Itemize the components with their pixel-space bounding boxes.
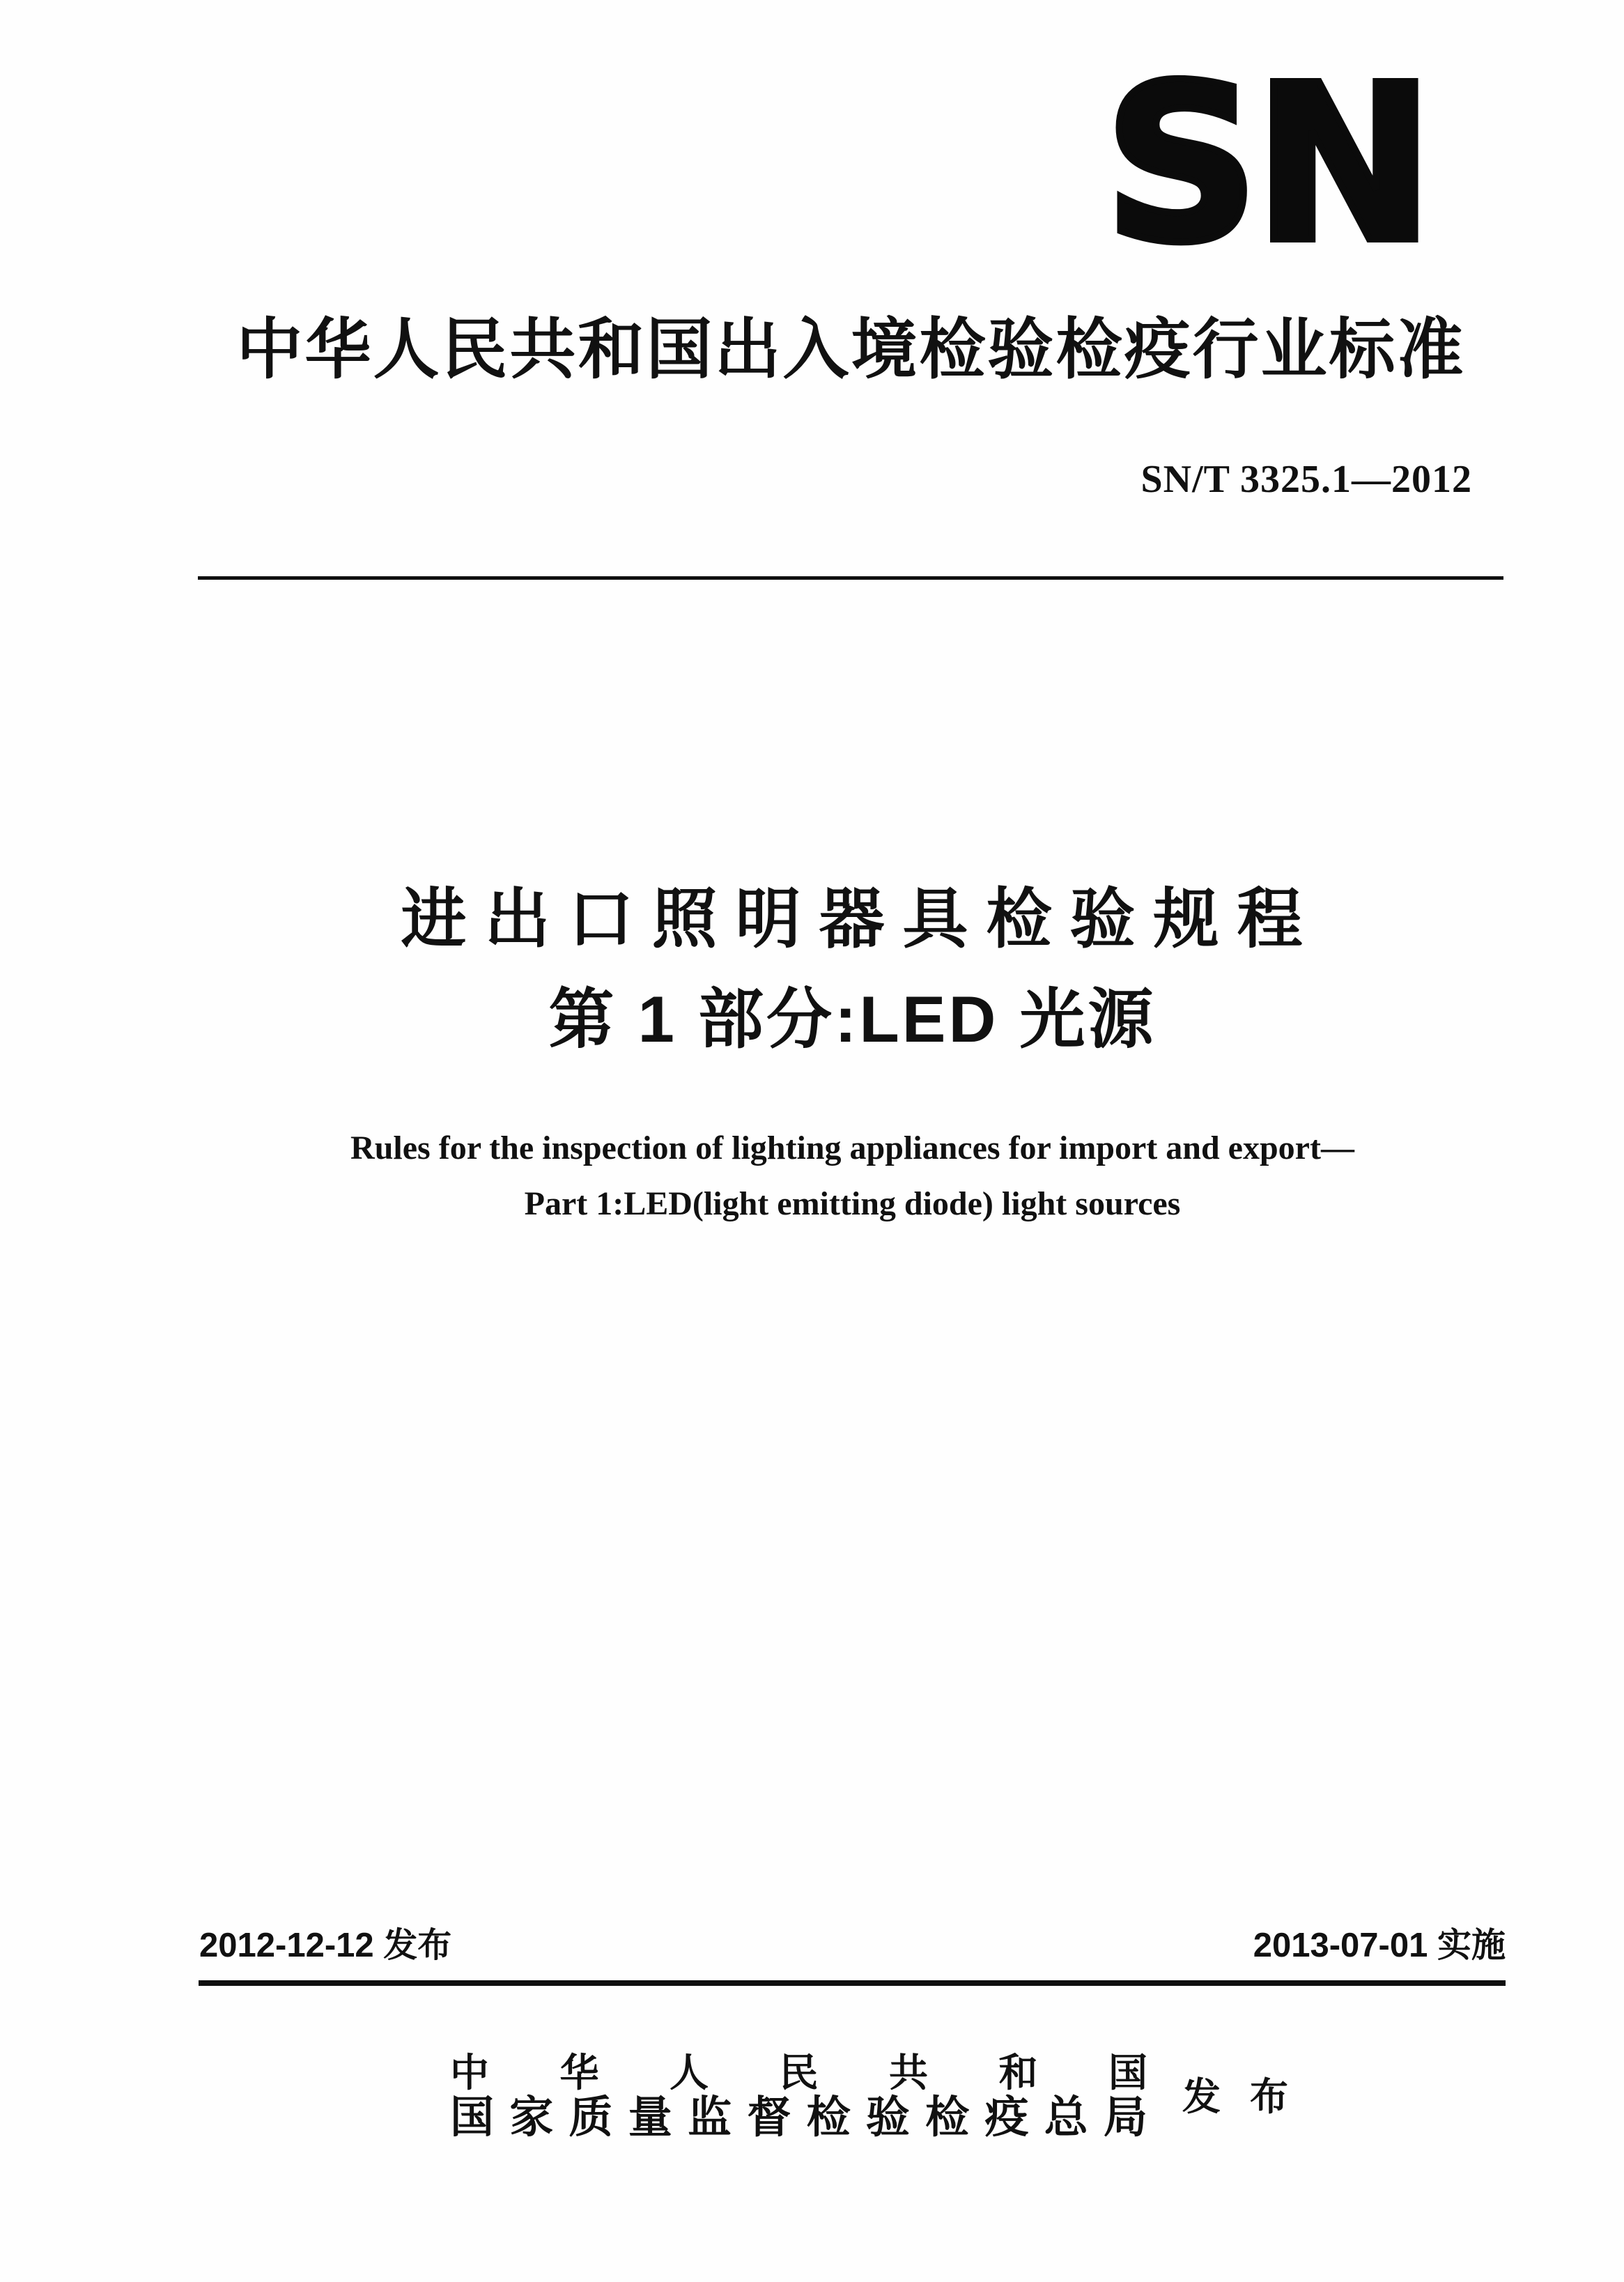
- english-title-line1: Rules for the inspection of lighting appliances for import and export—: [350, 1130, 1354, 1166]
- main-title-cn-line2: 第 1 部分:LED 光源: [548, 982, 1157, 1056]
- publisher-name-line2: 国 家 质 量 监 督 检 验 检 疫 总 局: [450, 2093, 1147, 2142]
- publisher-name-line1: 中 华 人 民 共 和 国: [450, 2052, 1147, 2095]
- implementation-date: 2013-07-01 实施: [1253, 1927, 1506, 1964]
- bottom-divider: [199, 1980, 1506, 1986]
- issue-date: 2012-12-12 发布: [199, 1927, 452, 1964]
- sn-logo: SN: [1104, 39, 1429, 291]
- standard-category-title: 中华人民共和国出入境检验检疫行业标准: [236, 313, 1466, 387]
- top-divider: [198, 576, 1503, 580]
- english-title-line2: Part 1:LED(light emitting diode) light sources: [524, 1185, 1181, 1222]
- standard-number: SN/T 3325.1—2012: [1140, 458, 1472, 501]
- publish-action-label: 发 布: [1182, 2076, 1288, 2118]
- main-title-cn-line1: 进出口照明器具检验规程: [401, 882, 1321, 955]
